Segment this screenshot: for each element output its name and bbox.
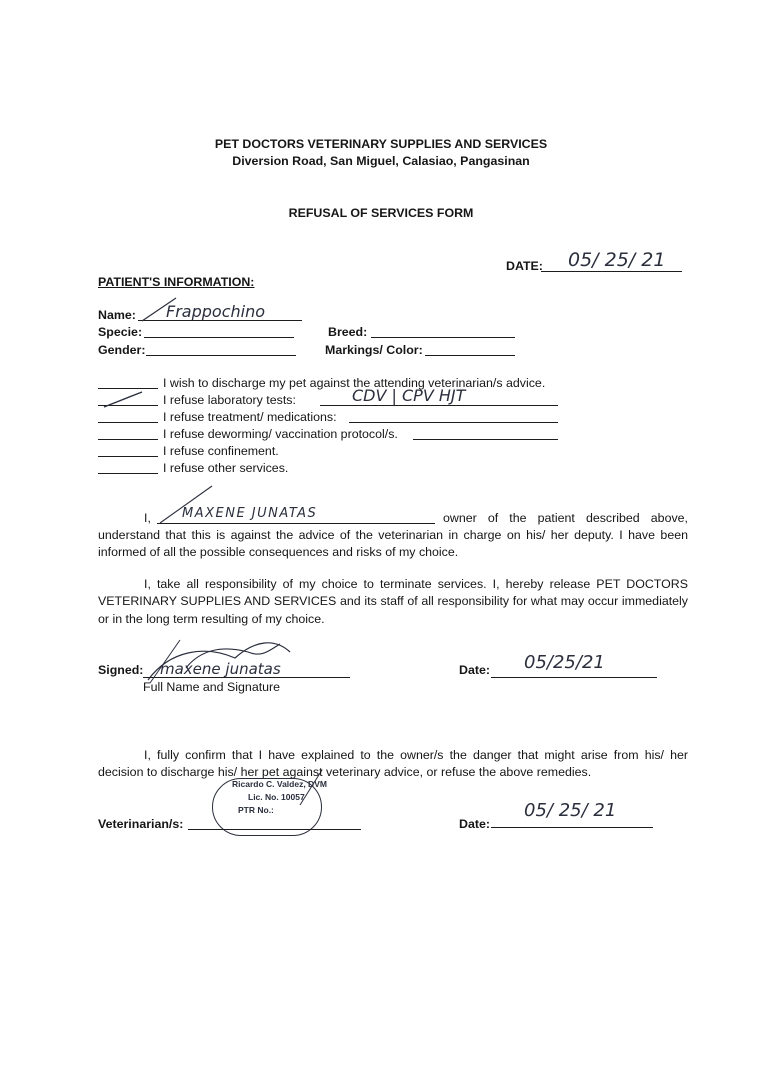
option-text: I refuse confinement. — [163, 444, 279, 458]
vet-date-value[interactable]: 05/ 25/ 21 — [524, 800, 617, 821]
signed-name-value[interactable]: maxene junatas — [160, 660, 281, 678]
markings-label: Markings/ Color: — [325, 343, 423, 357]
lab-test-check-mark — [104, 392, 142, 407]
signed-date-label: Date: — [459, 663, 490, 677]
option-text: I refuse deworming/ vaccination protocol/s. — [163, 427, 398, 441]
gender-label: Gender: — [98, 343, 146, 357]
veterinarian-signature-line[interactable] — [188, 829, 361, 830]
patient-section-title: PATIENT'S INFORMATION: — [98, 275, 255, 289]
signed-date-value[interactable]: 05/25/21 — [524, 652, 605, 673]
vet-date-line[interactable] — [491, 827, 653, 828]
signature-caption: Full Name and Signature — [143, 680, 281, 694]
clinic-name: PET DOCTORS VETERINARY SUPPLIES AND SERVICES — [214, 137, 548, 151]
owner-name-line[interactable] — [157, 523, 435, 524]
option-detail-value[interactable]: CDV | CPV HJT — [352, 386, 466, 405]
form-title: REFUSAL OF SERVICES FORM — [288, 206, 474, 220]
stamp-ptr: PTR No.: — [238, 805, 274, 815]
owner-name-value[interactable]: MAXENE JUNATAS — [182, 506, 318, 521]
option-text: I wish to discharge my pet against the attending veterinarian/s advice. — [163, 376, 546, 390]
date-label: DATE: — [506, 259, 543, 273]
signed-label: Signed: — [98, 663, 144, 677]
clinic-address: Diversion Road, San Miguel, Calasiao, Pangasinan — [232, 154, 530, 168]
vet-date-label: Date: — [459, 817, 490, 831]
stamp-vet-name: Ricardo C. Valdez, DVM — [232, 779, 327, 789]
date-value[interactable]: 05/ 25/ 21 — [568, 249, 666, 271]
stamp-license: Lic. No. 10057 — [248, 792, 305, 802]
owner-statement-prefix: I, — [144, 511, 151, 525]
signed-date-line[interactable] — [491, 677, 657, 678]
option-text: I refuse treatment/ medications: — [163, 410, 337, 424]
vet-confirmation-statement: I, fully confirm that I have explained to the owner/s the danger that might arise from his/ her decision to discharge his/ her pet against veterinary advice, or refuse the above remedies. — [98, 748, 688, 780]
owner-statement-continuation: understand that this is against the advice of the veterinarian in charge on his/ her deputy. I have been informed of all the possible consequences and risks of my choice. — [98, 528, 688, 560]
veterinarian-label: Veterinarian/s: — [98, 817, 184, 831]
name-label: Name: — [98, 308, 136, 322]
option-text: I refuse laboratory tests: — [163, 393, 296, 407]
breed-label: Breed: — [328, 325, 368, 339]
patient-name-value[interactable]: Frappochino — [166, 302, 265, 321]
specie-label: Specie: — [98, 325, 143, 339]
option-text: I refuse other services. — [163, 461, 289, 475]
name-slash-mark — [142, 298, 176, 321]
responsibility-statement: I, take all responsibility of my choice to terminate services. I, hereby release PET DOCTORS VETERINARY SUPPLIES AND SERVICES and its staff of all responsibility for what may occur immediately or in the long term resulting of my choice. — [98, 577, 688, 626]
owner-statement-text: owner of the patient described above, — [443, 511, 688, 525]
